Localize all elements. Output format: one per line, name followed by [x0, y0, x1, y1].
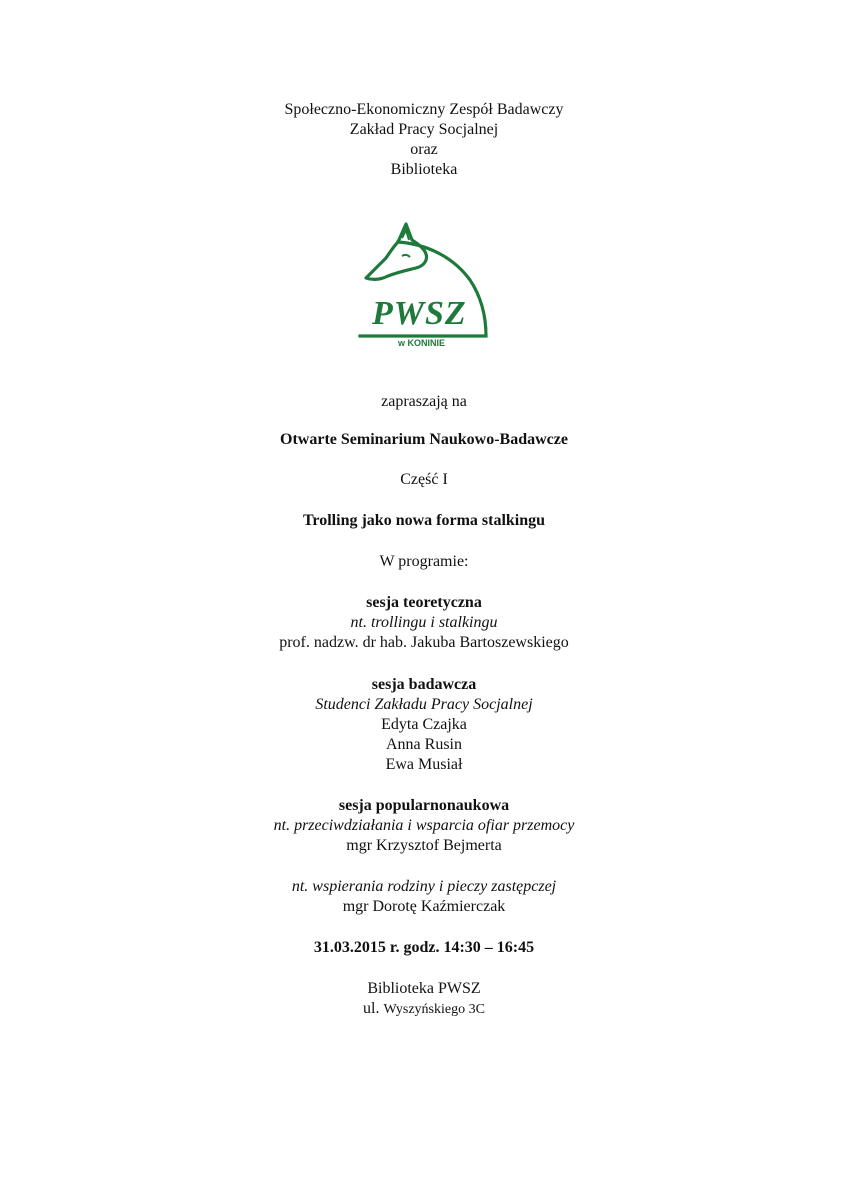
- event-datetime: 31.03.2015 r. godz. 14:30 – 16:45: [313, 939, 535, 956]
- session-speaker: Ewa Musiał: [385, 756, 463, 773]
- header-conjunction: oraz: [410, 141, 438, 158]
- invite-intro: zapraszają na: [381, 393, 467, 410]
- session-subtitle: nt. trollingu i stalkingu: [350, 614, 498, 631]
- venue-name: Biblioteka PWSZ: [367, 980, 481, 997]
- session-speaker: Anna Rusin: [386, 736, 462, 753]
- horse-head-icon: [358, 218, 490, 350]
- logo-subtext: w KONINIE: [398, 338, 446, 348]
- header-org: Społeczno-Ekonomiczny Zespół Badawczy: [284, 101, 564, 118]
- session-speaker: prof. nadzw. dr hab. Jakuba Bartoszewskiego: [279, 634, 569, 651]
- seminar-topic: Trolling jako nowa forma stalkingu: [302, 512, 546, 529]
- venue-street-prefix: ul.: [363, 1000, 380, 1017]
- session-speaker: Edyta Czajka: [381, 716, 467, 733]
- session-speaker: mgr Krzysztof Bejmerta: [346, 837, 502, 854]
- session-title: sesja popularnonaukowa: [338, 797, 510, 814]
- session-subtitle: nt. wspierania rodziny i pieczy zastępczej: [291, 878, 557, 895]
- session-subtitle: Studenci Zakładu Pracy Socjalnej: [315, 696, 533, 713]
- seminar-title: Otwarte Seminarium Naukowo-Badawcze: [280, 431, 568, 448]
- venue-street: Wyszyńskiego 3C: [383, 1002, 485, 1017]
- logo-text: PWSZ: [372, 295, 467, 332]
- seminar-part: Część I: [400, 471, 448, 488]
- program-label: W programie:: [379, 553, 469, 570]
- header-library: Biblioteka: [390, 161, 458, 178]
- session-speaker: mgr Dorotę Kaźmierczak: [342, 898, 506, 915]
- session-subtitle: nt. przeciwdziałania i wsparcia ofiar przemocy: [273, 817, 575, 834]
- header-department: Zakład Pracy Socjalnej: [349, 121, 499, 138]
- pwsz-logo: [358, 218, 490, 350]
- venue-address: [0, 999, 848, 1020]
- session-title: sesja badawcza: [371, 676, 477, 693]
- session-title: sesja teoretyczna: [366, 594, 482, 611]
